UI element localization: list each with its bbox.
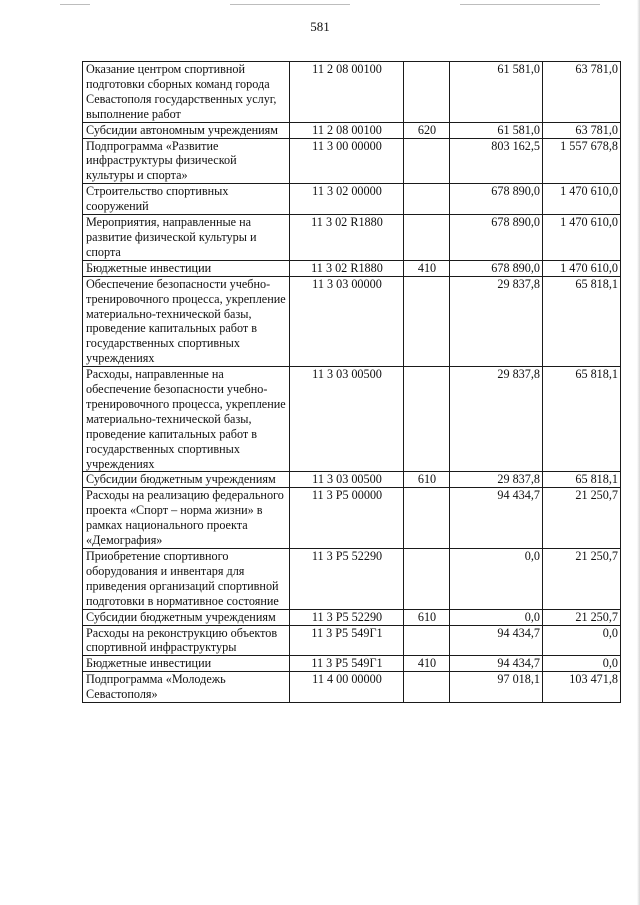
amount-year-2: 21 250,7: [543, 488, 621, 549]
table-row: [83, 625, 621, 656]
expense-type-code: [404, 215, 450, 261]
row-description: Подпрограмма «Молодежь Севастополя»: [83, 672, 290, 703]
amount-year-2: 63 781,0: [543, 62, 621, 123]
amount-year-2: 1 470 610,0: [543, 215, 621, 261]
expense-type-code: [404, 62, 450, 123]
amount-year-1: 0,0: [450, 609, 543, 625]
table-row: [83, 62, 621, 123]
budget-table-body: [83, 62, 621, 703]
scan-artifact: [60, 4, 90, 5]
amount-year-2: 1 470 610,0: [543, 260, 621, 276]
expense-type-code: [404, 549, 450, 610]
row-description: Расходы на реализацию федерального проекта «Спорт – норма жизни» в рамках национального проекта «Демография»: [83, 488, 290, 549]
row-description: Обеспечение безопасности учебно-тренировочного процесса, укрепление материально-технической базы, проведение капитальных работ в государственных спортивных учреждениях: [83, 276, 290, 366]
amount-year-2: 65 818,1: [543, 276, 621, 366]
scan-artifact: [460, 4, 600, 5]
expense-type-code: [404, 184, 450, 215]
target-article-code: 11 3 02 00000: [290, 184, 404, 215]
target-article-code: 11 3 Р5 52290: [290, 549, 404, 610]
target-article-code: 11 3 Р5 00000: [290, 488, 404, 549]
row-description: Приобретение спортивного оборудования и инвентаря для приведения организаций спортивной подготовки в нормативное состояние: [83, 549, 290, 610]
expense-type-code: 610: [404, 472, 450, 488]
amount-year-1: 678 890,0: [450, 184, 543, 215]
expense-type-code: [404, 138, 450, 184]
amount-year-1: 94 434,7: [450, 488, 543, 549]
expense-type-code: 620: [404, 122, 450, 138]
amount-year-1: 94 434,7: [450, 625, 543, 656]
target-article-code: 11 2 08 00100: [290, 122, 404, 138]
amount-year-1: 94 434,7: [450, 656, 543, 672]
target-article-code: 11 3 02 R1880: [290, 215, 404, 261]
target-article-code: 11 3 Р5 549Г1: [290, 625, 404, 656]
amount-year-1: 97 018,1: [450, 672, 543, 703]
table-row: [83, 367, 621, 472]
amount-year-2: 63 781,0: [543, 122, 621, 138]
row-description: Оказание центром спортивной подготовки сборных команд города Севастополя государственных услуг, выполнение работ: [83, 62, 290, 123]
amount-year-1: 61 581,0: [450, 122, 543, 138]
amount-year-1: 678 890,0: [450, 215, 543, 261]
row-description: Бюджетные инвестиции: [83, 260, 290, 276]
amount-year-1: 29 837,8: [450, 472, 543, 488]
expense-type-code: 410: [404, 656, 450, 672]
table-row: [83, 672, 621, 703]
amount-year-1: 61 581,0: [450, 62, 543, 123]
amount-year-1: 803 162,5: [450, 138, 543, 184]
amount-year-1: 29 837,8: [450, 367, 543, 472]
table-row: [83, 276, 621, 366]
amount-year-2: 65 818,1: [543, 472, 621, 488]
row-description: Субсидии бюджетным учреждениям: [83, 609, 290, 625]
amount-year-2: 65 818,1: [543, 367, 621, 472]
table-row: [83, 215, 621, 261]
amount-year-2: 103 471,8: [543, 672, 621, 703]
target-article-code: 11 3 03 00500: [290, 472, 404, 488]
target-article-code: 11 3 Р5 549Г1: [290, 656, 404, 672]
table-row: [83, 122, 621, 138]
row-description: Строительство спортивных сооружений: [83, 184, 290, 215]
target-article-code: 11 2 08 00100: [290, 62, 404, 123]
target-article-code: 11 3 02 R1880: [290, 260, 404, 276]
amount-year-1: 678 890,0: [450, 260, 543, 276]
table-row: [83, 609, 621, 625]
row-description: Расходы на реконструкцию объектов спортивной инфраструктуры: [83, 625, 290, 656]
amount-year-2: 0,0: [543, 656, 621, 672]
expense-type-code: 610: [404, 609, 450, 625]
expense-type-code: 410: [404, 260, 450, 276]
table-row: [83, 488, 621, 549]
table-row: [83, 472, 621, 488]
row-description: Подпрограмма «Развитие инфраструктуры физической культуры и спорта»: [83, 138, 290, 184]
page-number: 581: [310, 19, 330, 34]
row-description: Бюджетные инвестиции: [83, 656, 290, 672]
budget-table: [82, 61, 621, 703]
row-description: Субсидии автономным учреждениям: [83, 122, 290, 138]
row-description: Субсидии бюджетным учреждениям: [83, 472, 290, 488]
amount-year-2: 0,0: [543, 625, 621, 656]
amount-year-1: 0,0: [450, 549, 543, 610]
target-article-code: 11 3 00 00000: [290, 138, 404, 184]
expense-type-code: [404, 276, 450, 366]
amount-year-2: 21 250,7: [543, 549, 621, 610]
target-article-code: 11 3 03 00500: [290, 367, 404, 472]
amount-year-2: 21 250,7: [543, 609, 621, 625]
table-row: [83, 549, 621, 610]
expense-type-code: [404, 367, 450, 472]
target-article-code: 11 3 Р5 52290: [290, 609, 404, 625]
table-row: [83, 656, 621, 672]
expense-type-code: [404, 625, 450, 656]
expense-type-code: [404, 488, 450, 549]
amount-year-2: 1 470 610,0: [543, 184, 621, 215]
table-row: [83, 260, 621, 276]
expense-type-code: [404, 672, 450, 703]
scan-artifact: [230, 4, 350, 5]
amount-year-2: 1 557 678,8: [543, 138, 621, 184]
target-article-code: 11 4 00 00000: [290, 672, 404, 703]
table-row: [83, 184, 621, 215]
target-article-code: 11 3 03 00000: [290, 276, 404, 366]
row-description: Расходы, направленные на обеспечение безопасности учебно-тренировочного процесса, укрепление материально-технической базы, проведение капитальных работ в государственных спортивных учреждениях: [83, 367, 290, 472]
amount-year-1: 29 837,8: [450, 276, 543, 366]
row-description: Мероприятия, направленные на развитие физической культуры и спорта: [83, 215, 290, 261]
table-row: [83, 138, 621, 184]
